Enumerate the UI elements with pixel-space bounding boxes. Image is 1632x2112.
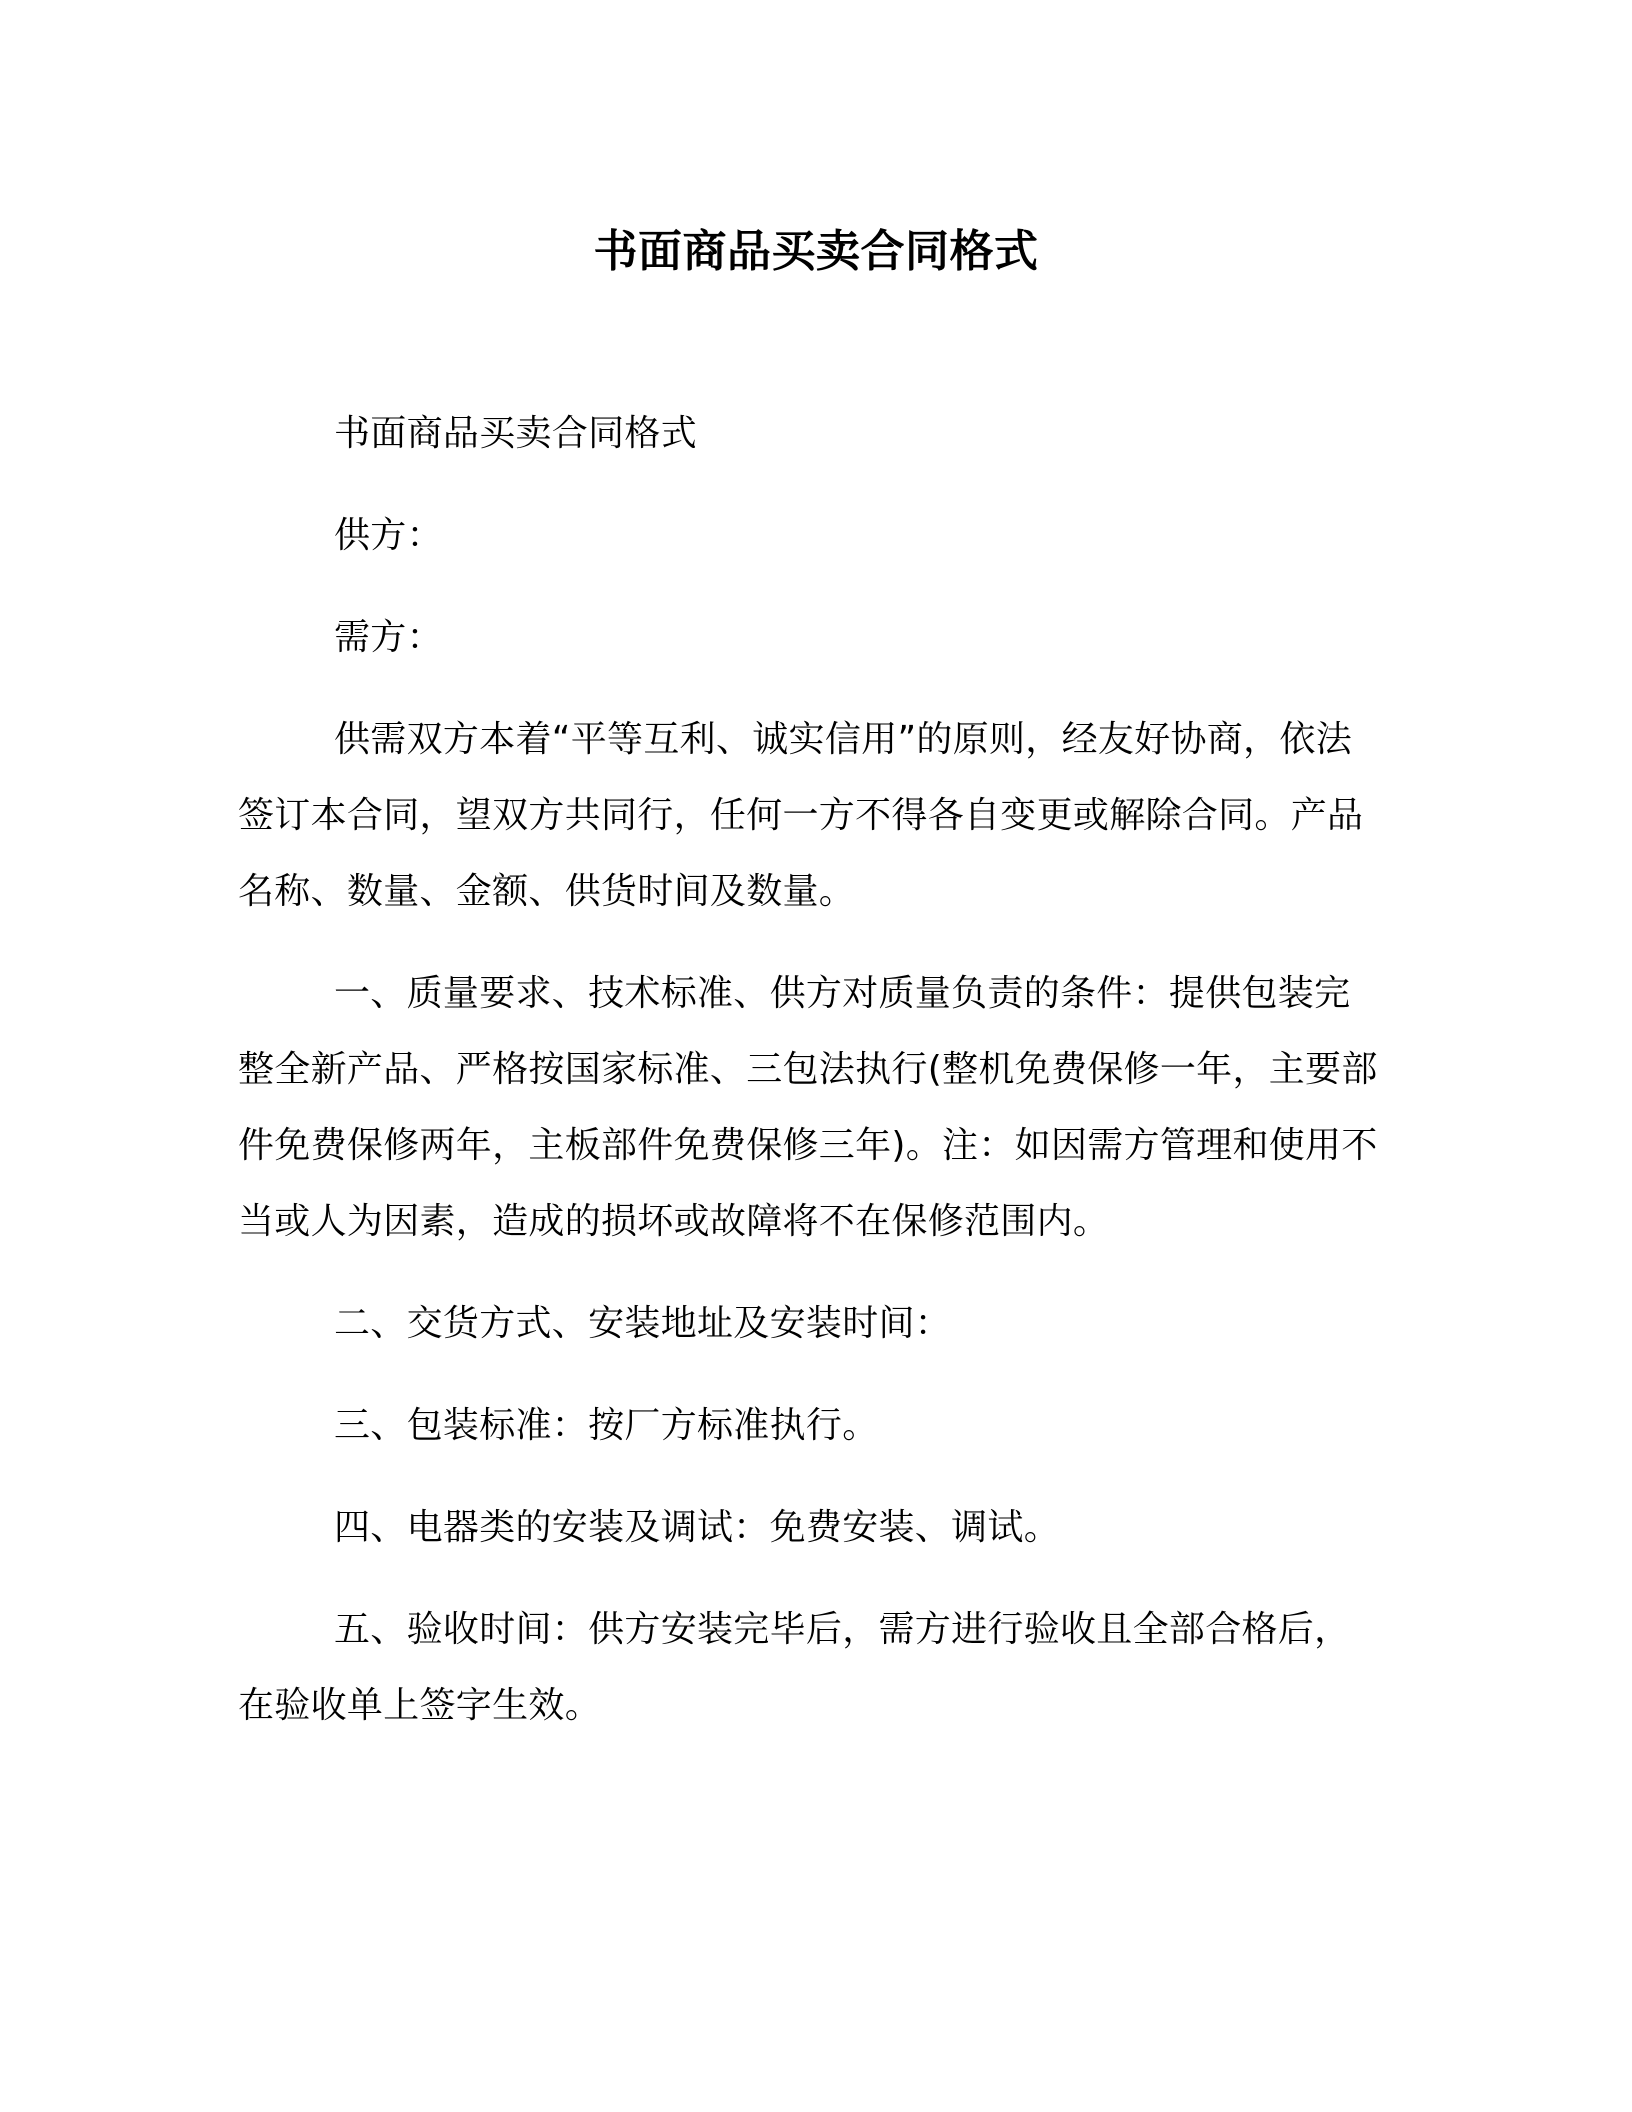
clause-1-quality: 一、质量要求、技术标准、供方对质量负责的条件：提供包装完整全新产品、严格按国家标准、三包法执行(整机免费保修一年，主要部件免费保修两年，主板部件免费保修三年)。注：如因需方管理和使用不当或人为因素，造成的损坏或故障将不在保修范围内。 — [238, 973, 1378, 1242]
clause-5-acceptance: 五、验收时间：供方安装完毕后，需方进行验收且全部合格后，在验收单上签字生效。 — [238, 1609, 1351, 1726]
preamble-paragraph: 供需双方本着“平等互利、诚实信用”的原则，经友好协商，依法签订本合同，望双方共同行，任何一方不得各自变更或解除合同。产品名称、数量、金额、供货时间及数量。 — [238, 719, 1364, 912]
document-title: 书面商品买卖合同格式 — [593, 226, 1039, 277]
contract-heading-line: 书面商品买卖合同格式 — [334, 413, 698, 454]
document-body — [238, 396, 1378, 1744]
clause-4-installation: 四、电器类的安装及调试：免费安装、调试。 — [334, 1507, 1061, 1548]
buyer-line: 需方： — [334, 617, 443, 658]
supplier-line: 供方： — [334, 515, 443, 556]
clause-2-delivery: 二、交货方式、安装地址及安装时间： — [334, 1303, 952, 1344]
clause-3-packaging: 三、包装标准：按厂方标准执行。 — [334, 1405, 879, 1446]
